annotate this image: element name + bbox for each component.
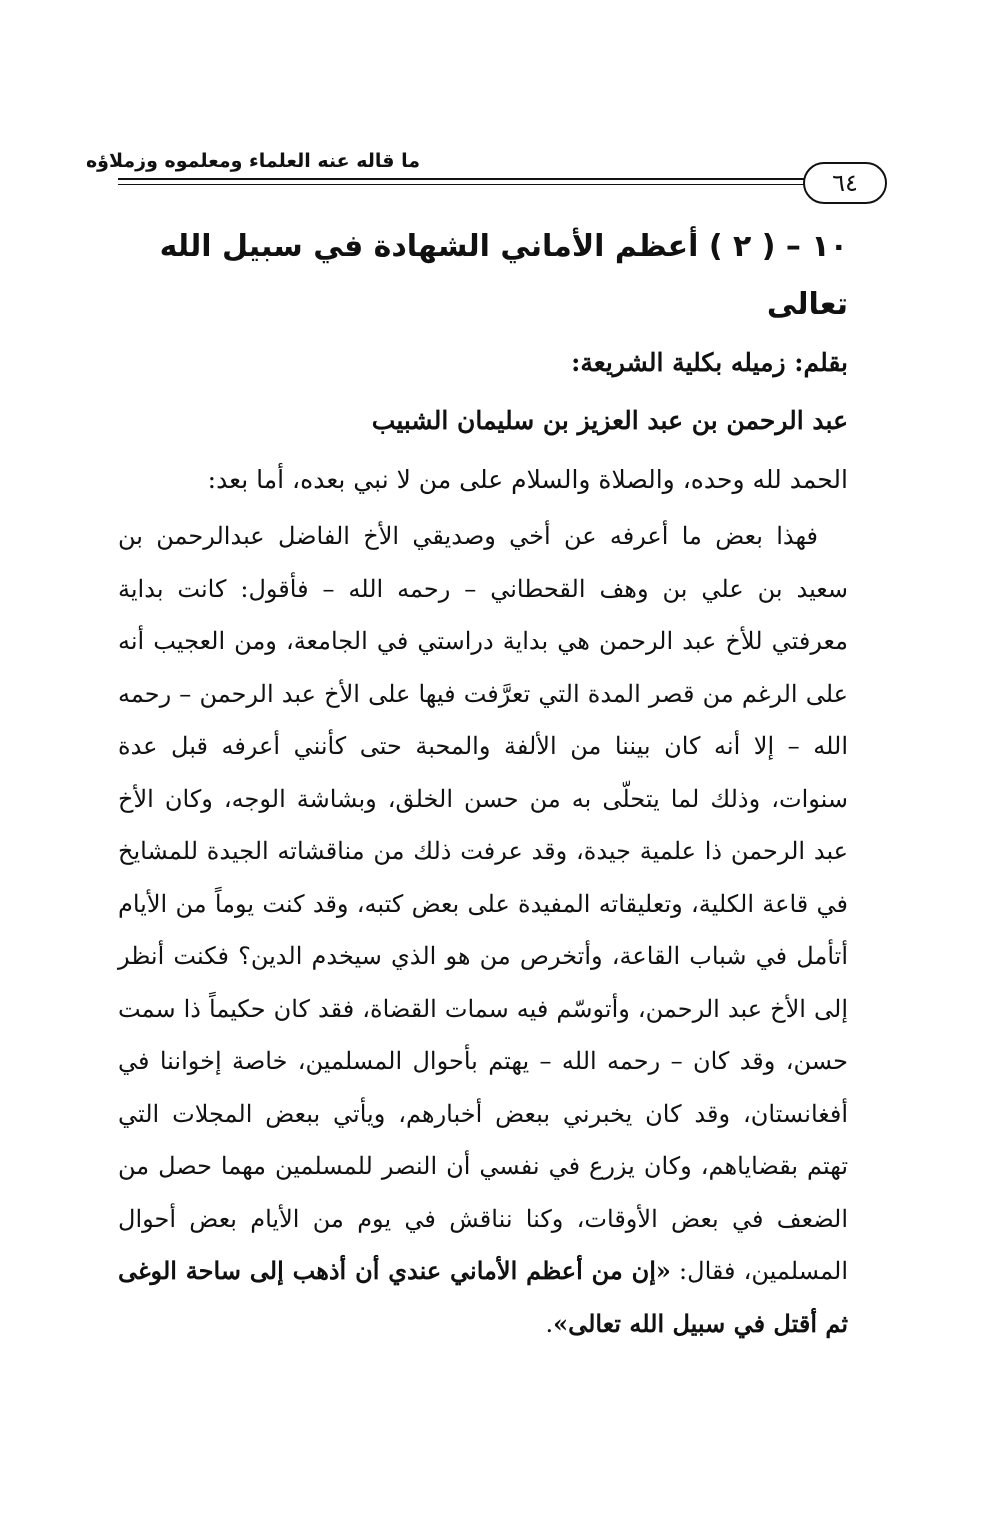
article-title: ١٠ – ( ٢ ) أعظم الأماني الشهادة في سبيل الله تعالى	[159, 229, 848, 322]
main-paragraph	[118, 510, 848, 1350]
article-body	[118, 218, 848, 1350]
paragraph-text: فهذا بعض ما أعرفه عن أخي وصديقي الأخ الفاضل عبدالرحمن بن سعيد بن علي بن وهف القحطاني – رحمه الله – فأقول: كانت بداية معرفتي للأخ عبد الرحمن هي بداية دراستي في الجامعة، ومن العجيب أنه على الرغم من قصر المدة التي تعرَّفت فيها على الأخ عبد الرحمن – رحمه الله – إلا أنه كان بيننا من الألفة والمحبة حتى كأنني أعرفه قبل عدة سنوات، وذلك لما يتحلّى به من حسن الخلق، وبشاشة الوجه، وكان الأخ عبد الرحمن ذا علمية جيدة، وقد عرفت ذلك من مناقشاته الجيدة للمشايخ في قاعة الكلية، وتعليقاته المفيدة على بعض كتبه، وقد كنت يوماً من الأيام أتأمل في شباب القاعة، وأتخرص من هو الذي سيخدم الدين؟ فكنت أنظر إلى الأخ عبد الرحمن، وأتوسّم فيه سمات القضاة، فقد كان حكيماً ذا سمت حسن، وقد كان – رحمه الله – يهتم بأحوال المسلمين، خاصة إخواننا في أفغانستان، وقد كان يخبرني ببعض أخبارهم، ويأتي ببعض المجلات التي تهتم بقضاياهم، وكان يزرع في نفسي أن النصر للمسلمين مهما حصل من الضعف في بعض الأوقات، وكنا نناقش في يوم من الأيام بعض أحوال المسلمين، فقال:	[118, 522, 849, 1285]
page-number-badge	[803, 162, 887, 204]
closing-period: .	[545, 1309, 554, 1338]
header-rule	[118, 178, 808, 180]
opening-line: الحمد لله وحده، والصلاة والسلام على من لا نبي بعده، أما بعد:	[207, 465, 848, 494]
header-rule-thin	[118, 184, 808, 185]
byline: بقلم: زميله بكلية الشريعة:	[571, 348, 848, 377]
bold-quote: «إن من أعظم الأماني عندي أن أذهب إلى ساحة الوغى ثم أقتل في سبيل الله تعالى»	[118, 1256, 848, 1338]
page-number: ٦٤	[832, 169, 858, 197]
author-name: عبد الرحمن بن عبد العزيز بن سليمان الشبيب	[371, 406, 848, 435]
running-header-title: ما قاله عنه العلماء ومعلموه وزملاؤه	[85, 150, 420, 172]
